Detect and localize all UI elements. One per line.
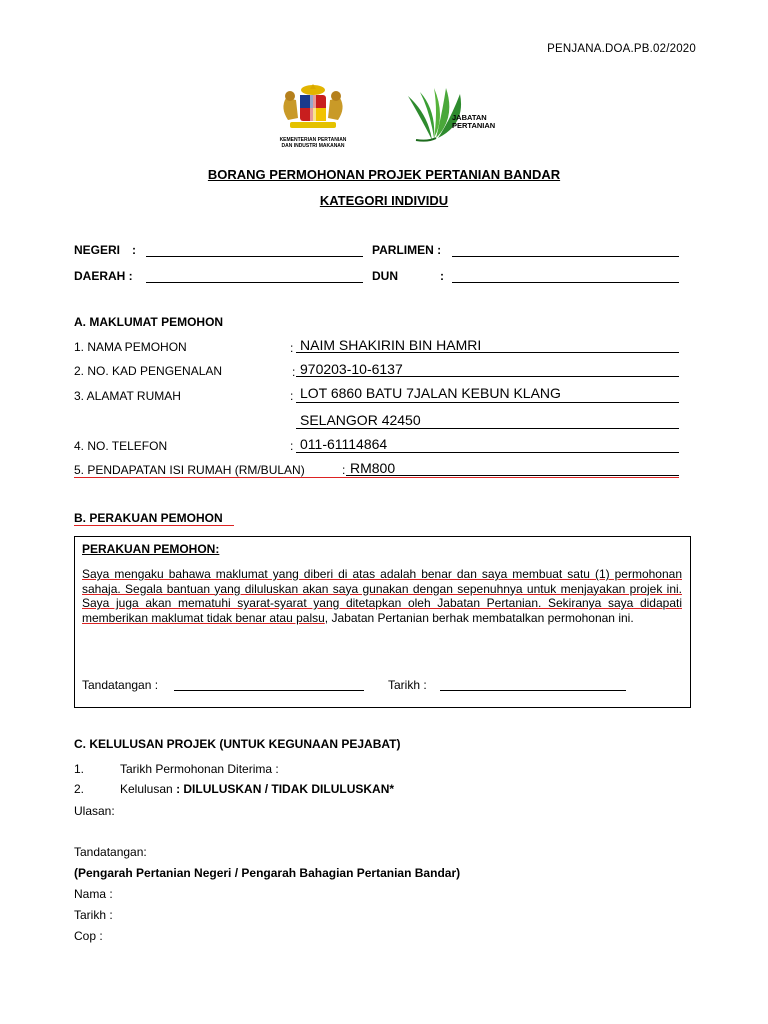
field-label-telefon: 4. NO. TELEFON <box>74 439 168 453</box>
dun-label: DUN <box>372 269 398 283</box>
item1-number: 1. <box>74 762 85 776</box>
field-line-alamat-2 <box>296 428 679 429</box>
field-value-nama[interactable]: NAIM SHAKIRIN BIN HAMRI <box>300 337 482 353</box>
field-line-pendapatan <box>346 475 679 476</box>
parlimen-input-line[interactable] <box>452 256 679 257</box>
field-value-telefon[interactable]: 011-61114864 <box>300 436 388 452</box>
approval-field <box>120 782 394 796</box>
officer-title: (Pengarah Pertanian Negeri / Pengarah Bahagian Pertanian Bandar) <box>74 866 461 880</box>
negeri-label: NEGERI <box>74 243 121 257</box>
form-title: BORANG PERMOHONAN PROJEK PERTANIAN BANDAR <box>207 167 561 182</box>
field-colon: : <box>290 439 294 453</box>
item2-number: 2. <box>74 782 85 796</box>
jabatan-pertanian-logo <box>402 82 502 146</box>
daerah-label: DAERAH : <box>74 269 133 283</box>
declaration-text-main: Saya mengaku bahawa maklumat yang diberi di atas adalah benar dan saya membuat satu (1) permohonan sahaja. Segala bantuan yang diluluskan akan saya gunakan dengan sepenuhnya untuk menjayakan projek ini. Saya juga akan mematuhi syarat-syarat yang ditetapkan oleh Jabatan Pertanian. Sekiranya saya didapati memberikan maklumat tidak benar atau palsu <box>82 567 682 625</box>
date-line[interactable] <box>440 690 626 691</box>
ministry-crest-logo <box>272 82 354 149</box>
ministry-name-line2: DAN INDUSTRI MAKANAN <box>281 143 345 149</box>
form-subtitle: KATEGORI INDIVIDU <box>319 193 449 208</box>
officer-name-label: Nama : <box>74 887 113 901</box>
signature-line[interactable] <box>174 690 364 691</box>
field-value-pendapatan[interactable]: RM800 <box>350 460 396 476</box>
field-colon: : <box>290 341 294 355</box>
ulasan-label: Ulasan: <box>74 804 115 818</box>
section-b-heading: B. PERAKUAN PEMOHON <box>74 511 223 525</box>
negeri-colon: : <box>132 243 136 257</box>
field-label-ic: 2. NO. KAD PENGENALAN <box>74 364 223 378</box>
field-colon: : <box>290 389 294 403</box>
field-line-telefon <box>296 452 679 453</box>
signature-label: Tandatangan : <box>82 678 159 692</box>
field-label-nama: 1. NAMA PEMOHON <box>74 340 187 354</box>
officer-signature-label: Tandatangan: <box>74 845 147 859</box>
negeri-input-line[interactable] <box>146 256 363 257</box>
jabatan-text <box>452 114 495 130</box>
dun-colon: : <box>440 269 444 283</box>
date-label: Tarikh : <box>388 678 427 692</box>
daerah-input-line[interactable] <box>146 282 363 283</box>
item2-text: Kelulusan <box>120 782 173 796</box>
parlimen-label: PARLIMEN : <box>372 243 442 257</box>
jabatan-text-line2: PERTANIAN <box>452 121 496 130</box>
section-c-heading: C. KELULUSAN PROJEK (UNTUK KEGUNAAN PEJABAT) <box>74 737 401 751</box>
spellcheck-underline <box>74 477 679 478</box>
official-stamp-label: Cop : <box>74 929 103 943</box>
item1-text: Tarikh Permohonan Diterima : <box>120 762 279 776</box>
field-line-ic <box>296 376 679 377</box>
declaration-text-tail: , Jabatan Pertanian berhak membatalkan permohonan ini. <box>324 610 634 625</box>
field-value-ic[interactable]: 970203-10-6137 <box>300 361 403 377</box>
jabatan-text-line1: JABATAN <box>452 113 487 122</box>
declaration-box-title: PERAKUAN PEMOHON: <box>82 542 220 556</box>
ministry-name-line1: KEMENTERIAN PERTANIAN <box>279 137 347 143</box>
field-value-alamat-1[interactable]: LOT 6860 BATU 7JALAN KEBUN KLANG <box>300 385 561 401</box>
approval-options: : DILULUSKAN / TIDAK DILULUSKAN* <box>176 782 395 796</box>
section-a-heading: A. MAKLUMAT PEMOHON <box>74 315 224 329</box>
dun-input-line[interactable] <box>452 282 679 283</box>
field-value-alamat-2[interactable]: SELANGOR 42450 <box>300 412 421 428</box>
form-reference: PENJANA.DOA.PB.02/2020 <box>547 43 696 55</box>
field-label-alamat: 3. ALAMAT RUMAH <box>74 389 181 403</box>
field-line-nama <box>296 352 679 353</box>
officer-date-label: Tarikh : <box>74 908 113 922</box>
field-colon: : <box>342 463 346 477</box>
spellcheck-underline <box>74 525 234 526</box>
field-label-pendapatan: 5. PENDAPATAN ISI RUMAH (RM/BULAN) <box>74 463 305 477</box>
field-colon: : <box>292 365 296 379</box>
field-line-alamat-1 <box>296 402 679 403</box>
declaration-paragraph <box>82 567 682 625</box>
